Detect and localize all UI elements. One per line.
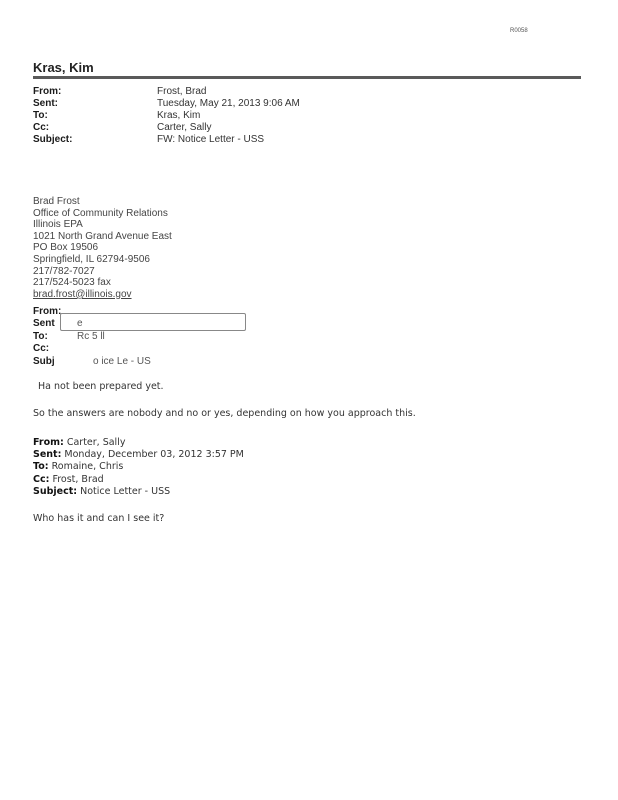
forwarded-sent-value: e (77, 318, 83, 330)
mailbox-owner-name: Kras, Kim (33, 60, 94, 75)
from-label: From: (33, 86, 62, 97)
original-sent-value: Monday, December 03, 2012 3:57 PM (64, 449, 244, 461)
original-to-label: To: (33, 461, 49, 473)
email-header (33, 86, 573, 146)
signature-fax: 217/524-5023 fax (33, 277, 111, 289)
question-line: Who has it and can I see it? (33, 513, 165, 524)
to-value: Kras, Kim (157, 110, 201, 121)
original-cc-label: Cc: (33, 473, 50, 485)
header-divider (33, 76, 581, 79)
to-label: To: (33, 110, 48, 121)
subject-value: FW: Notice Letter - USS (157, 134, 265, 145)
header-to-row (33, 110, 573, 122)
original-to-value: Romaine, Chris (51, 461, 124, 473)
original-subject-row (33, 486, 244, 498)
original-sent-row (33, 449, 244, 461)
cc-label: Cc: (33, 122, 50, 133)
original-subject-value: Notice Letter - USS (80, 485, 171, 497)
original-from-value: Carter, Sally (66, 437, 126, 448)
signature-street: 1021 North Grand Avenue East (33, 230, 172, 242)
forwarded-sent-label: Sent (33, 318, 55, 330)
forwarded-subject-label: Subj (33, 355, 55, 367)
signature-city: Springfield, IL 62794-9506 (33, 253, 150, 265)
original-to-row (33, 461, 244, 473)
page-code: R0058 (510, 28, 528, 34)
forwarded-subject-value: o ice Le - US (93, 355, 151, 367)
from-value: Frost, Brad (157, 86, 207, 97)
original-from-row (33, 437, 244, 449)
forwarded-to-row (33, 331, 293, 343)
original-sent-label: Sent: (33, 449, 62, 461)
signature-po-box: PO Box 19506 (33, 242, 99, 254)
header-from-row (33, 86, 573, 98)
forwarded-subject-row (33, 356, 293, 368)
sent-label: Sent: (33, 98, 58, 109)
signature-name: Brad Frost (33, 196, 80, 207)
redaction-box (60, 313, 246, 331)
forwarded-from-label: From: (33, 306, 62, 317)
original-subject-label: Subject: (33, 485, 78, 497)
signature-block (33, 196, 172, 300)
original-cc-value: Frost, Brad (52, 473, 104, 485)
signature-agency: Illinois EPA (33, 219, 83, 231)
signature-office: Office of Community Relations (33, 207, 168, 219)
header-cc-row (33, 122, 573, 134)
signature-phone: 217/782-7027 (33, 265, 95, 277)
header-sent-row (33, 98, 573, 110)
header-subject-row (33, 134, 573, 146)
forwarded-to-value: Rc 5 ll (77, 330, 105, 342)
original-email-header (33, 437, 244, 498)
subject-label: Subject: (33, 134, 73, 145)
reply-line-1: Ha not been prepared yet. (38, 381, 164, 392)
cc-value: Carter, Sally (157, 122, 212, 133)
original-from-label: From: (33, 437, 64, 448)
sent-value: Tuesday, May 21, 2013 9:06 AM (157, 98, 300, 109)
forwarded-cc-row (33, 343, 293, 355)
signature-email-link[interactable]: brad.frost@illinois.gov (33, 288, 132, 300)
reply-line-2: So the answers are nobody and no or yes, depending on how you approach this. (33, 408, 416, 419)
forwarded-cc-label: Cc: (33, 343, 50, 355)
forwarded-to-label: To: (33, 330, 48, 342)
original-cc-row (33, 474, 244, 486)
forwarded-cc-value (73, 343, 77, 355)
